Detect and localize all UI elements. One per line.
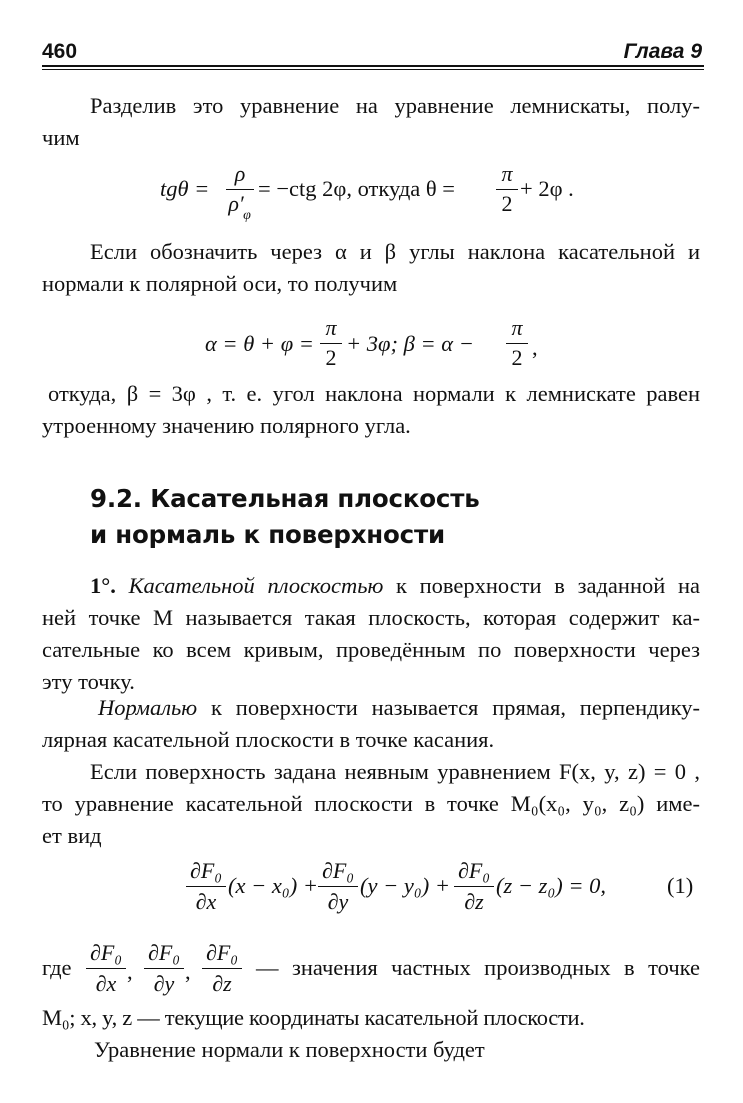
formula2-two: 2	[325, 345, 337, 370]
formula3-term3: (z − z₀) = 0,	[496, 873, 607, 898]
para7-line2: M₀; x, y, z — текущие координаты касательной плоскости.	[42, 1005, 585, 1030]
para6-line3: ет вид	[42, 823, 102, 848]
para2-line1: Если обозначить через α и β углы наклона касательной и	[90, 239, 700, 264]
para7-bar3	[202, 968, 242, 969]
formula3-num1: ∂F₀	[190, 858, 222, 883]
formula2-mid: + 3φ; β = α −	[346, 331, 474, 356]
para7-bar2	[144, 968, 184, 969]
formula1-mid: = −ctg 2φ, откуда θ =	[258, 176, 455, 201]
para7-bar1	[86, 968, 126, 969]
formula3-den2: ∂y	[327, 889, 349, 914]
para7-comma2: ,	[185, 959, 191, 984]
formula1-two: 2	[501, 191, 513, 216]
para7-num1: ∂F₀	[90, 940, 122, 965]
formula1-den: ρ′	[228, 191, 244, 216]
where-word: где	[42, 955, 72, 980]
formula2-two2: 2	[511, 345, 523, 370]
para5-line1	[98, 694, 700, 722]
header-rule	[42, 65, 704, 67]
formula3-den3: ∂z	[464, 889, 484, 914]
formula3-term2: (y − y₀) +	[360, 873, 451, 898]
formula2-pi: π	[325, 315, 337, 340]
para7-dash-text: — значения частных производных в точке	[256, 955, 700, 980]
para5-line1-rest: к поверхности называется прямая, перпендику-	[197, 695, 700, 720]
formula3-num3: ∂F₀	[458, 858, 490, 883]
para7-num3: ∂F₀	[206, 940, 238, 965]
para5-line2: лярная касательной плоскости в точке касания.	[42, 727, 495, 752]
formula1-den-sub: φ	[243, 208, 251, 223]
term-normal: Нормалью	[98, 695, 198, 720]
para3-line2: утроенному значению полярного угла.	[42, 413, 411, 438]
formula3-bar3	[454, 886, 494, 887]
para1-line1: Разделив это уравнение на уравнение лемнискаты, полу-	[90, 93, 700, 118]
formula1-num: ρ	[234, 161, 246, 186]
formula1-pi: π	[501, 161, 513, 186]
formula2-tail: ,	[532, 335, 538, 360]
para7-den1: ∂x	[95, 971, 117, 996]
term-tangent-plane: Касательной плоскостью	[128, 573, 384, 598]
section-title-line2: и нормаль к поверхности	[90, 520, 445, 549]
para4-line1-rest: к поверхности в заданной на	[383, 573, 700, 598]
chapter-title: Глава 9	[623, 40, 702, 63]
para3-line1: откуда, β = 3φ , т. е. угол наклона нормали к лемнискате равен	[48, 381, 700, 406]
para6-line2: то уравнение касательной плоскости в точке M₀(x₀, y₀, z₀) име-	[42, 791, 700, 816]
para7-comma1: ,	[127, 959, 133, 984]
para4-line3: сательные ко всем кривым, проведённым по поверхности через	[42, 637, 700, 662]
para1-line2: чим	[42, 125, 80, 150]
page-number: 460	[42, 40, 78, 63]
para8-line1: Уравнение нормали к поверхности будет	[94, 1037, 485, 1062]
header-rule-thin	[42, 69, 704, 70]
para4-line4: эту точку.	[42, 669, 135, 694]
formula1-tail: + 2φ .	[520, 176, 574, 201]
formula1-lhs: tgθ =	[160, 176, 210, 201]
item-number: 1°.	[90, 573, 129, 598]
para7-den3: ∂z	[212, 971, 232, 996]
formula3-term1: (x − x₀) +	[228, 873, 319, 898]
formula3-bar1	[186, 886, 226, 887]
para4-line1	[90, 572, 700, 600]
formula3-num2: ∂F₀	[322, 858, 354, 883]
para7-den2: ∂y	[153, 971, 175, 996]
para7-num2: ∂F₀	[148, 940, 180, 965]
para4-line2: ней точке M называется такая плоскость, которая содержит ка-	[42, 605, 700, 630]
section-title-line1: 9.2. Касательная плоскость	[90, 484, 480, 513]
formula2-lhs: α = θ + φ =	[205, 331, 314, 356]
equation-number: (1)	[667, 873, 694, 898]
formula3-den1: ∂x	[195, 889, 217, 914]
formula2-pi2: π	[511, 315, 523, 340]
para6-line1: Если поверхность задана неявным уравнением F(x, y, z) = 0 ,	[90, 759, 700, 784]
para2-line2: нормали к полярной оси, то получим	[42, 271, 398, 296]
formula3-bar2	[318, 886, 358, 887]
